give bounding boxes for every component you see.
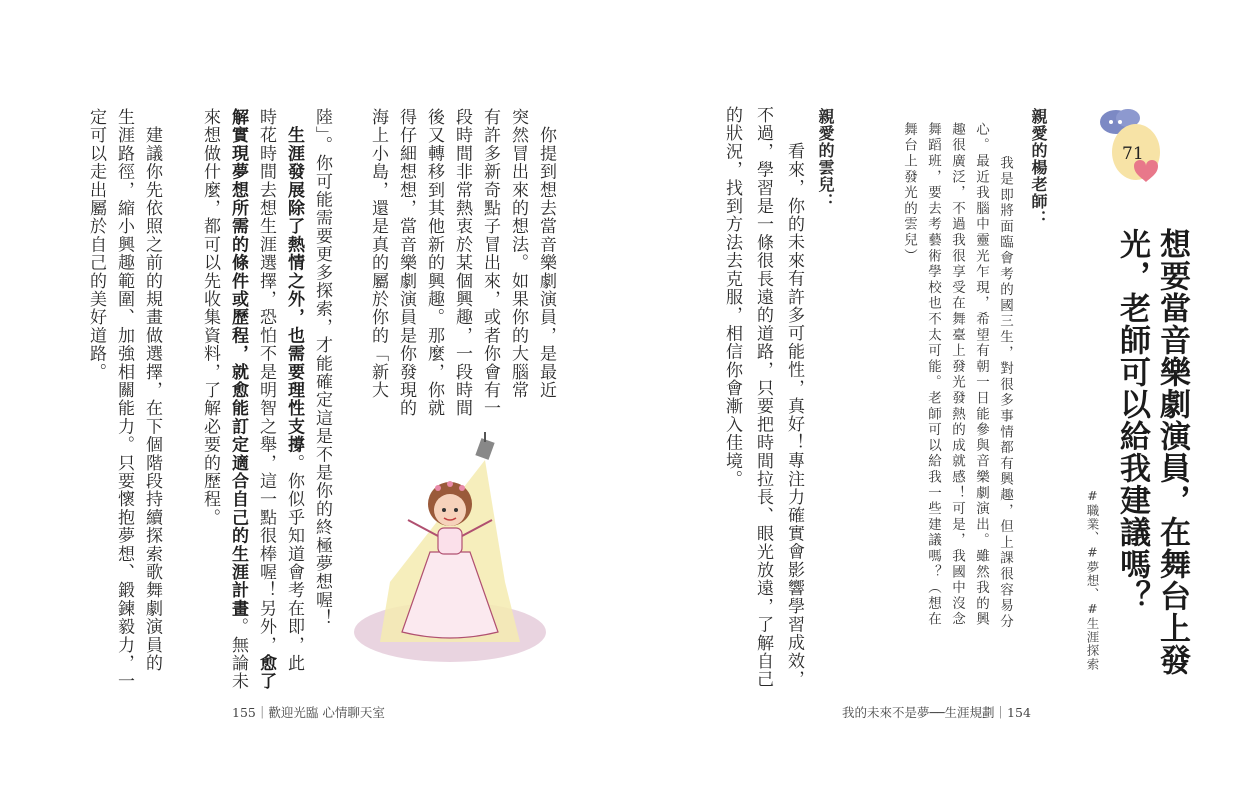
reply-text: 。無論未 [228,617,248,691]
reply-salutation: 親愛的雲兒： [816,108,835,210]
reply-line: 陸」。你可能需要更多探索，才能確定這是不是你的終極夢想喔！ [312,108,332,628]
chapter-number: 71 [1122,144,1144,164]
reply-line: 突然冒出來的想法。如果你的大腦常 [508,108,528,400]
chapter-badge [1098,108,1166,188]
reply-line: 來想做什麼，都可以先收集資料，了解必要的歷程。 [200,108,220,527]
reply-line: 海上小島，還是真的屬於你的「新大 [368,108,388,400]
reply-line: 後又轉移到其他新的興趣。那麼，你就 [424,108,444,418]
reply-line: 生涯路徑，縮小興趣範圍、加強相關能力。只要懷抱夢想、鍛鍊毅力，一 [114,108,134,691]
reply-emphasis: 愈了 [256,654,276,691]
footer-right: 我的未來不是夢──生涯規劃｜154 [842,705,1031,720]
letter-line: 趣很廣泛，不過我很享受在舞臺上發光發熱的成就感！可是，我國中沒念 [949,122,965,628]
letter-line: 我是即將面臨會考的國三生，對很多事情都有興趣，但上課很容易分 [997,140,1013,630]
reply-line: 得仔細想想，當音樂劇演員是你發現的 [396,108,416,418]
reply-text: 。你似乎知道會考在即，此 [284,453,304,673]
letter-line: 心。最近我腦中靈光乍現，希望有朝一日能參與音樂劇演出。雖然我的興 [973,122,989,628]
topic-tags: #職業、#夢想、#生涯探索 [1085,488,1100,671]
reply-line [283,108,305,672]
chapter-title-line-2: 光，老師可以給我建議嗎？ [1114,228,1150,612]
letter-line: 舞台上發光的雲兒） [901,122,917,265]
footer-left: 155｜歡迎光臨 心情聊天室 [232,705,385,720]
reply-line: 建議你先依照之前的規畫做選擇，在下個階段持續探索歌舞劇演員的 [142,108,162,673]
reply-text: 時花時間去想生涯選擇，恐怕不是明智之舉，這一點很棒喔！另外， [256,108,276,654]
reply-line: 定可以走出屬於自己的美好道路。 [86,108,106,381]
letter-salutation: 親愛的楊老師： [1029,108,1048,227]
reply-text: ， [228,344,248,363]
letter-line: 舞蹈班，要去考藝術學校也不太可能。老師可以給我一些建議嗎？（想在 [925,122,941,628]
reply-line [227,108,249,690]
reply-line: 的狀況，找到方法去克服，相信你會漸入佳境。 [722,106,742,489]
reply-emphasis: 就愈能訂定適合自己的生涯計畫 [228,362,248,618]
reply-line: 有許多新奇點子冒出來，或者你會有一 [480,108,500,418]
reply-line: 不過，學習是一條很長遠的道路，只要把時間拉長、眼光放遠，了解自己 [753,106,773,689]
reply-line: 看來，你的未來有許多可能性，真好！專注力確實會影響學習成效， [784,124,804,689]
reply-emphasis: 生涯發展除了熱情之外，也需要理性支撐 [284,108,304,454]
chapter-title-line-1: 想要當音樂劇演員，在舞台上發 [1154,228,1190,676]
reply-line: 你提到想去當音樂劇演員，是最近 [536,108,556,400]
reply-line: 段時間非常熱衷於某個興趣，一段時間 [452,108,472,418]
stage-girl-illustration [330,432,550,672]
reply-line [255,108,277,690]
reply-emphasis: 解實現夢想所需的條件或歷程 [228,108,248,345]
